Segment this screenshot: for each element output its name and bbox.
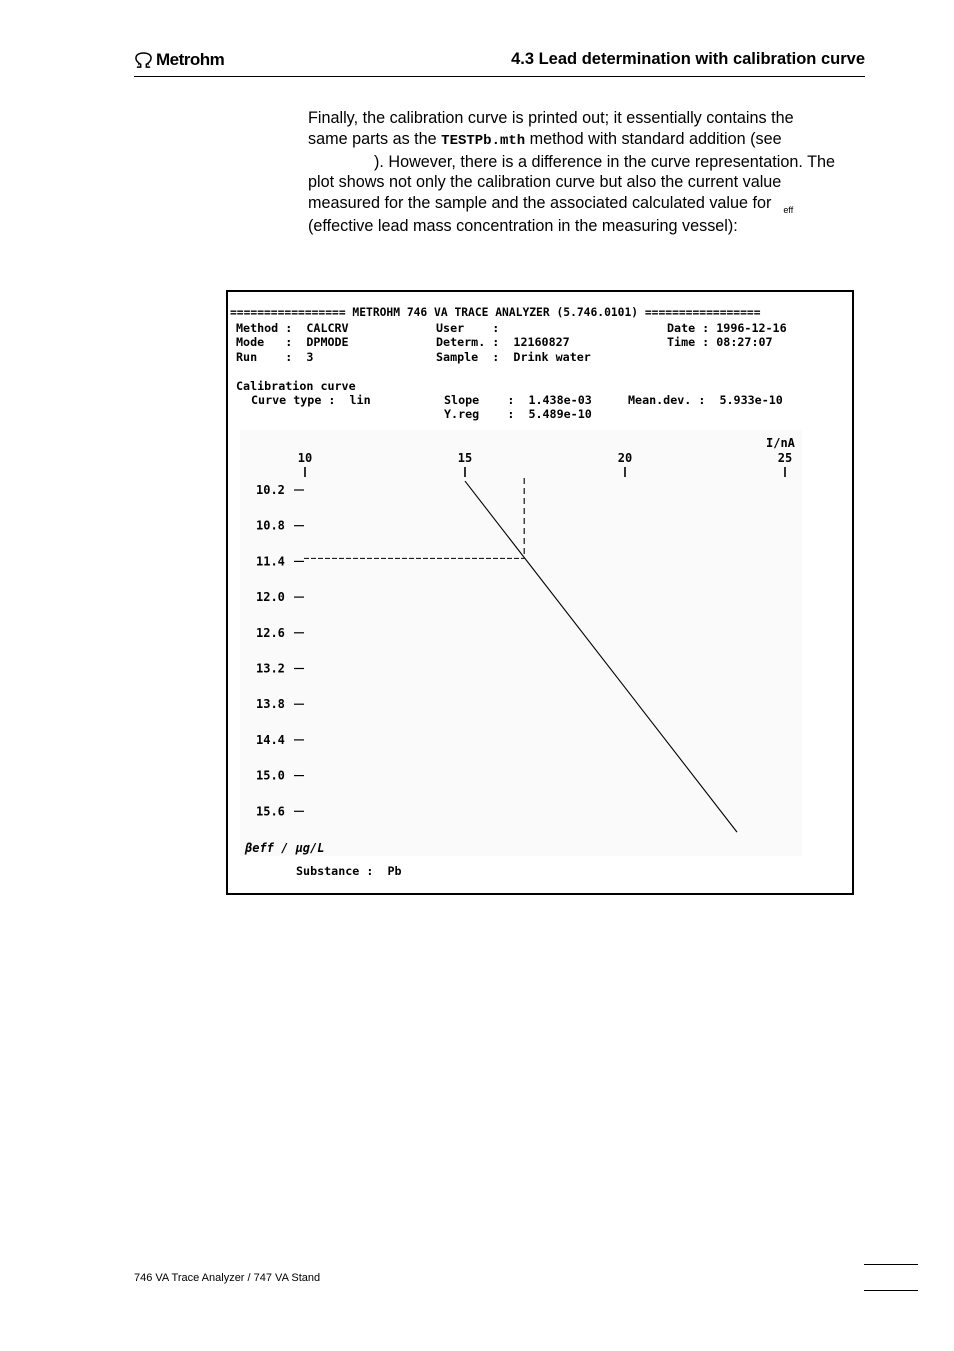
- calibration-plot: [228, 292, 852, 893]
- intro-line: [308, 129, 868, 152]
- date-line: Date : 1996-12-16: [667, 321, 787, 335]
- intro-line: [308, 193, 868, 216]
- printout-banner: ================= METROHM 746 VA TRACE ANALYZER (5.746.0101) =================: [230, 306, 761, 319]
- x-tick-label: 25: [777, 451, 793, 465]
- user-line: User :: [436, 321, 500, 335]
- y-tick-label: 13.8: [256, 697, 285, 712]
- intro-line: Finally, the calibration curve is printed out; it essentially contains the: [308, 109, 794, 127]
- y-tick-label: 10.2: [256, 483, 285, 497]
- section-title: 4.3 Lead determination with calibration curve: [511, 50, 865, 68]
- determ-line: Determ. : 12160827: [436, 335, 570, 349]
- intro-line: plot shows not only the calibration curve but also the current value: [308, 173, 782, 192]
- y-tick-label: 13.2: [256, 661, 285, 676]
- x-axis-unit-label: I/nA: [766, 436, 795, 450]
- y-tick-label: 14.4: [256, 732, 285, 747]
- omega-logo-icon: [134, 52, 153, 69]
- slope-line: Slope : 1.438e-03: [444, 393, 592, 407]
- y-tick-label: 12.0: [256, 590, 285, 605]
- y-tick-label: 15.6: [256, 804, 285, 819]
- x-tick-label: 15: [457, 451, 473, 465]
- run-line: Run : 3: [236, 350, 314, 364]
- y-tick-label: 12.6: [256, 625, 285, 640]
- footer-rule-bottom: [864, 1290, 918, 1291]
- y-tick-label: 15.0: [256, 768, 285, 783]
- calibration-title: Calibration curve: [236, 379, 356, 393]
- meandev-line: Mean.dev. : 5.933e-10: [628, 393, 783, 407]
- intro-line: [308, 152, 868, 173]
- sample-line: Sample : Drink water: [436, 350, 591, 364]
- subscript-eff: eff: [783, 205, 794, 216]
- logo-text: Metrohm: [156, 50, 225, 69]
- intro-text: method with standard addition (see: [525, 129, 782, 148]
- substance-line: Substance : Pb: [296, 864, 402, 878]
- intro-line: (effective lead mass concentration in the measuring vessel):: [308, 216, 738, 235]
- mode-line: Mode : DPMODE: [236, 335, 349, 349]
- x-tick-label: 20: [617, 451, 633, 465]
- page-header: [134, 46, 865, 77]
- y-tick-label: 10.8: [256, 518, 285, 533]
- intro-text: measured for the sample and the associated calculated value for: [308, 194, 772, 213]
- metrohm-logo: [134, 50, 224, 70]
- yreg-line: Y.reg : 5.489e-10: [444, 407, 592, 421]
- y-axis-unit-label: βeff / µg/L: [245, 841, 325, 855]
- intro-text: same parts as the: [308, 129, 442, 148]
- intro-text: ). However, there is a difference in the curve representation. The: [374, 152, 835, 171]
- x-tick-label: 10: [297, 451, 313, 465]
- footer-product: 746 VA Trace Analyzer / 747 VA Stand: [134, 1272, 321, 1284]
- plot-area: [240, 430, 802, 856]
- y-tick-label: 11.4: [256, 554, 285, 569]
- time-line: Time : 08:27:07: [667, 335, 773, 349]
- footer-rule-top: [864, 1264, 918, 1265]
- intro-paragraph: [308, 108, 868, 237]
- calibration-printout: [226, 290, 854, 895]
- method-filename: TESTPb.mth: [441, 132, 526, 149]
- method-line: Method : CALCRV: [236, 321, 349, 335]
- curve-type-line: Curve type : lin: [251, 393, 371, 407]
